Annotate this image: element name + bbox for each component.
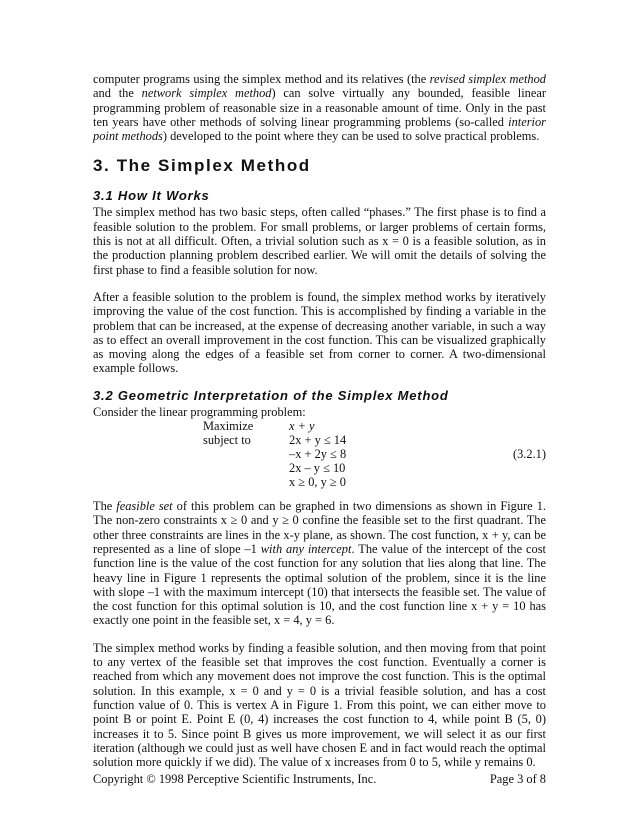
lp-maximize-label: Maximize: [203, 419, 254, 434]
paragraph-phases: The simplex method has two basic steps, often called “phases.” The first phase is to find a feasible solution to the problem. For small problems, or larger problems of certain forms, this is not at all difficult. Often, a trivial solution such as x = 0 is a feasible solution, as in the production planning problem described earlier. We will omit the details of solving the first phase to find a feasible solution for now.: [93, 205, 546, 277]
section-heading: 3. The Simplex Method: [93, 156, 311, 176]
feasible-text-1: The: [93, 499, 117, 514]
any-intercept-emphasis: with any intercept: [260, 541, 352, 556]
linear-program-block: [93, 419, 546, 490]
intro-emphasis-revised-simplex: revised simplex method: [429, 72, 546, 86]
lp-nonnegativity: x ≥ 0, y ≥ 0: [289, 475, 346, 490]
lp-lead-text: Consider the linear programming problem:: [93, 404, 306, 419]
intro-emphasis-interior-point: interior point methods: [93, 114, 546, 144]
lp-constraint-3: 2x – y ≤ 10: [289, 461, 346, 476]
subsection-heading-3-1: 3.1 How It Works: [93, 188, 210, 204]
feasible-text-3: . The value of the intercept of the cost function line is the value of the cost function for any solution that lies along that line. The heavy line in Figure 1 represents the optimal solution of the problem, since it is the line with slope –1 with the maximum intercept (10) that intersects the feasible set. The value of the cost function for this optimal solution is 10, and the cost function line x + y = 10 has exactly one point in the feasible set, x = 4, y = 6.: [93, 541, 546, 628]
lp-constraint-1: 2x + y ≤ 14: [289, 433, 347, 448]
footer-page-number: Page 3 of 8: [489, 772, 546, 786]
lp-objective: x + y: [289, 419, 315, 434]
intro-text-1: computer programs using the simplex method and its relatives (the: [93, 72, 430, 86]
equation-number: (3.2.1): [512, 447, 546, 462]
intro-text-3: ) can solve virtually any bounded, feasible linear programming problem of reasonable size in a reasonable amount of time. Only in the past ten years have other methods of solving linear programming problems (so-called: [93, 86, 546, 129]
lp-constraint-2: –x + 2y ≤ 8: [289, 447, 347, 462]
lp-subject-to-label: subject to: [203, 433, 251, 448]
paragraph-iterative: After a feasible solution to the problem is found, the simplex method works by iteratively improving the value of the cost function. This is accomplished by finding a variable in the problem that can be increased, at the expense of decreasing another variable, in such a way as to effect an overall improvement in the cost function. This can be visualized graphically as moving along the edges of a feasible set from corner to corner. A two-dimensional example follows.: [93, 289, 546, 376]
intro-text-4: ) developed to the point where they can be used to solve practical problems.: [162, 129, 540, 144]
intro-emphasis-network-simplex: network simplex method: [141, 86, 272, 101]
page-footer: [93, 772, 546, 787]
paragraph-feasible-set: [93, 499, 546, 628]
intro-paragraph: [93, 72, 546, 143]
paragraph-simplex-walk: The simplex method works by finding a feasible solution, and then moving from that point to any vertex of the feasible set that improves the cost function. Eventually a corner is reached from which any movement does not improve the cost function. This is the optimal solution. In this example, x = 0 and y = 0 is a trivial feasible solution, and has a cost function value of 0. This is vertex A in Figure 1. From this point, we can either move to point B or point E. Point E (0, 4) increases the cost function to 4, while point B (5, 0) increases it to 5. Since point B gives us more improvement, we will select it as our first iteration (although we could just as well have chosen E and in fact would reach the optimal solution more quickly if we did). The value of x increases from 0 to 5, while y remains 0.: [93, 640, 546, 770]
subsection-heading-3-2: 3.2 Geometric Interpretation of the Simplex Method: [93, 387, 449, 403]
feasible-text-2: of this problem can be graphed in two dimensions as shown in Figure 1. The non-zero constraints x ≥ 0 and y ≥ 0 confine the feasible set to the first quadrant. The other three constraints are lines in the x-y plane, as shown. The cost function, x + y, can be represented as a line of slope –1: [93, 499, 546, 556]
document-body: [93, 72, 546, 769]
feasible-set-emphasis: feasible set: [116, 499, 173, 514]
footer-copyright: Copyright © 1998 Perceptive Scientific Instruments, Inc.: [93, 772, 377, 786]
intro-text-2: and the: [93, 86, 142, 101]
